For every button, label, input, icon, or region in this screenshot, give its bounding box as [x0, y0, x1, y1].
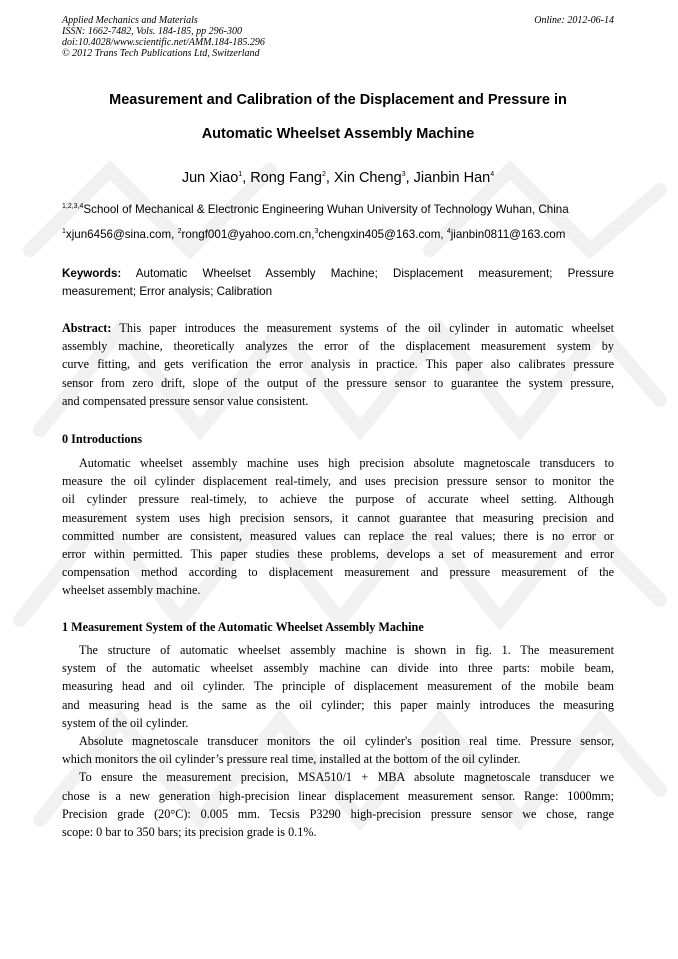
author-emails: [62, 228, 618, 242]
email-mark: 4: [446, 228, 451, 236]
paragraph-line: scope: 0 bar to 350 bars; its precision grade is 0.1%.: [62, 825, 317, 840]
paragraph-line: system of the oil cylinder.: [62, 715, 189, 730]
author-email[interactable]: xjun6456@sina.com: [65, 228, 172, 241]
paragraph-line: measurement system uses high precision sensors, it cannot guarantee that measuring precision and: [62, 510, 614, 525]
author-affil-mark: 4: [490, 171, 495, 179]
journal-doi: doi:10.4028/www.scientific.net/AMM.184-185.296: [62, 37, 265, 48]
author-separator: ,: [325, 170, 334, 186]
abstract-line: [62, 319, 614, 337]
paragraph-line: To ensure the measurement precision, MSA510/1 + MBA absolute magnetoscale transducer we: [79, 770, 614, 785]
paragraph-line: committed number are consistent, measured values can replace the real values; there is no error or: [62, 528, 614, 543]
paragraph-line: measure the oil cylinder displacement real-timely, and uses precision pressure sensor to monitor the: [62, 474, 614, 489]
paragraph-line: error within permitted. This paper studies these problems, develops a set of measurement and error: [62, 547, 614, 562]
journal-copyright: © 2012 Trans Tech Publications Ltd, Switzerland: [62, 48, 260, 59]
affiliation-mark: 1,2,3,4: [62, 203, 84, 211]
abstract-label: Abstract:: [62, 321, 112, 335]
author-email[interactable]: chengxin405@163.com: [318, 228, 441, 241]
email-separator: ,: [440, 228, 447, 241]
online-date: Online: 2012-06-14: [534, 15, 614, 26]
email-mark: 1: [62, 228, 66, 236]
author-list: [62, 169, 614, 187]
journal-name: Applied Mechanics and Materials: [62, 15, 198, 26]
keywords-label: Keywords:: [62, 267, 122, 280]
paragraph-line: Absolute magnetoscale transducer monitors the oil cylinder's position real time. Pressure sensor,: [79, 734, 614, 749]
journal-issn: ISSN: 1662-7482, Vols. 184-185, pp 296-300: [62, 26, 242, 37]
author-name: Jun Xiao: [181, 170, 239, 186]
author-affil-mark: 2: [322, 171, 326, 179]
measurement-system-paragraphs: [62, 641, 614, 841]
author-name: Xin Cheng: [333, 170, 402, 186]
paragraph-line: chose is a new generation high-precision linear displacement measurement sensor. Range: 1000mm;: [62, 788, 614, 803]
abstract-line: curve fitting, and gets verification the error analysis in practice. This paper also calibrates pressure: [62, 357, 614, 372]
author-name: Rong Fang: [250, 170, 322, 186]
keywords-text: Automatic Wheelset Assembly Machine; Displacement measurement; Pressure: [135, 267, 614, 280]
paragraph-line: which monitors the oil cylinder’s pressure real time, installed at the bottom of the oil cylinder.: [62, 752, 521, 767]
keywords-line: [62, 265, 614, 283]
email-separator: ,: [171, 228, 178, 241]
section-heading-introductions: 0 Introductions: [62, 432, 143, 446]
abstract: [62, 319, 614, 410]
author-name: Jianbin Han: [413, 170, 491, 186]
section-heading-measurement-system: 1 Measurement System of the Automatic Wheelset Assembly Machine: [62, 620, 424, 634]
email-mark: 3: [314, 228, 319, 236]
abstract-text: This paper introduces the measurement systems of the oil cylinder in automatic wheelset: [119, 321, 614, 335]
author-separator: ,: [242, 170, 251, 186]
paragraph-line: The structure of automatic wheelset assembly machine is shown in fig. 1. The measurement: [79, 643, 614, 657]
affiliation: [62, 203, 618, 217]
author-separator: ,: [405, 170, 414, 186]
paragraph-line: system of the automatic wheelset assembly machine can divide into three parts: mobile beam,: [62, 661, 614, 676]
paragraph-line: wheelset assembly machine.: [62, 583, 201, 598]
abstract-line: assembly machine, theoretically analyzes the error of the displacement measurement system by: [62, 339, 614, 354]
abstract-line: and compensated pressure sensor value consistent.: [62, 393, 309, 408]
email-mark: 2: [177, 228, 182, 236]
abstract-line: sensor from zero drift, slope of the output of the pressure sensor to guarantee the system pressure,: [62, 375, 614, 390]
journal-info: [62, 15, 265, 59]
paragraph-line: and measuring head is the same as the oil cylinder; this paper mainly introduces the measuring: [62, 697, 614, 712]
author-email[interactable]: rongf001@yahoo.com.cn: [181, 228, 312, 241]
introduction-paragraph: [62, 454, 614, 600]
paper-title-line-1: Measurement and Calibration of the Displacement and Pressure in: [109, 92, 567, 108]
paragraph-line: compensation method according to displacement measurement and pressure measurement of the: [62, 565, 614, 580]
keywords-line: measurement; Error analysis; Calibration: [62, 285, 273, 298]
paper-title-line-2: Automatic Wheelset Assembly Machine: [201, 126, 475, 142]
author-affil-mark: 1: [238, 171, 243, 179]
author-affil-mark: 3: [401, 171, 406, 179]
author-email[interactable]: jianbin0811@163.com: [450, 228, 566, 241]
affiliation-text: School of Mechanical & Electronic Engineering Wuhan University of Technology Wuhan, China: [83, 203, 569, 216]
paragraph-line: oil cylinder pressure real-timely, to achieve the purpose of accurate wheel setting. Although: [62, 492, 614, 507]
paragraph-line: Precision grade (20°C): 0.005 mm. Tecsis P3290 high-precision pressure sensor we chose, range: [62, 806, 614, 821]
keywords-block: [62, 265, 614, 301]
email-separator: ,: [311, 228, 315, 241]
paragraph-line: measuring head and oil cylinder. The principle of displacement measurement of the mobile beam: [62, 679, 614, 694]
paragraph-line: Automatic wheelset assembly machine uses high precision absolute magnetoscale transducers to: [79, 456, 614, 470]
